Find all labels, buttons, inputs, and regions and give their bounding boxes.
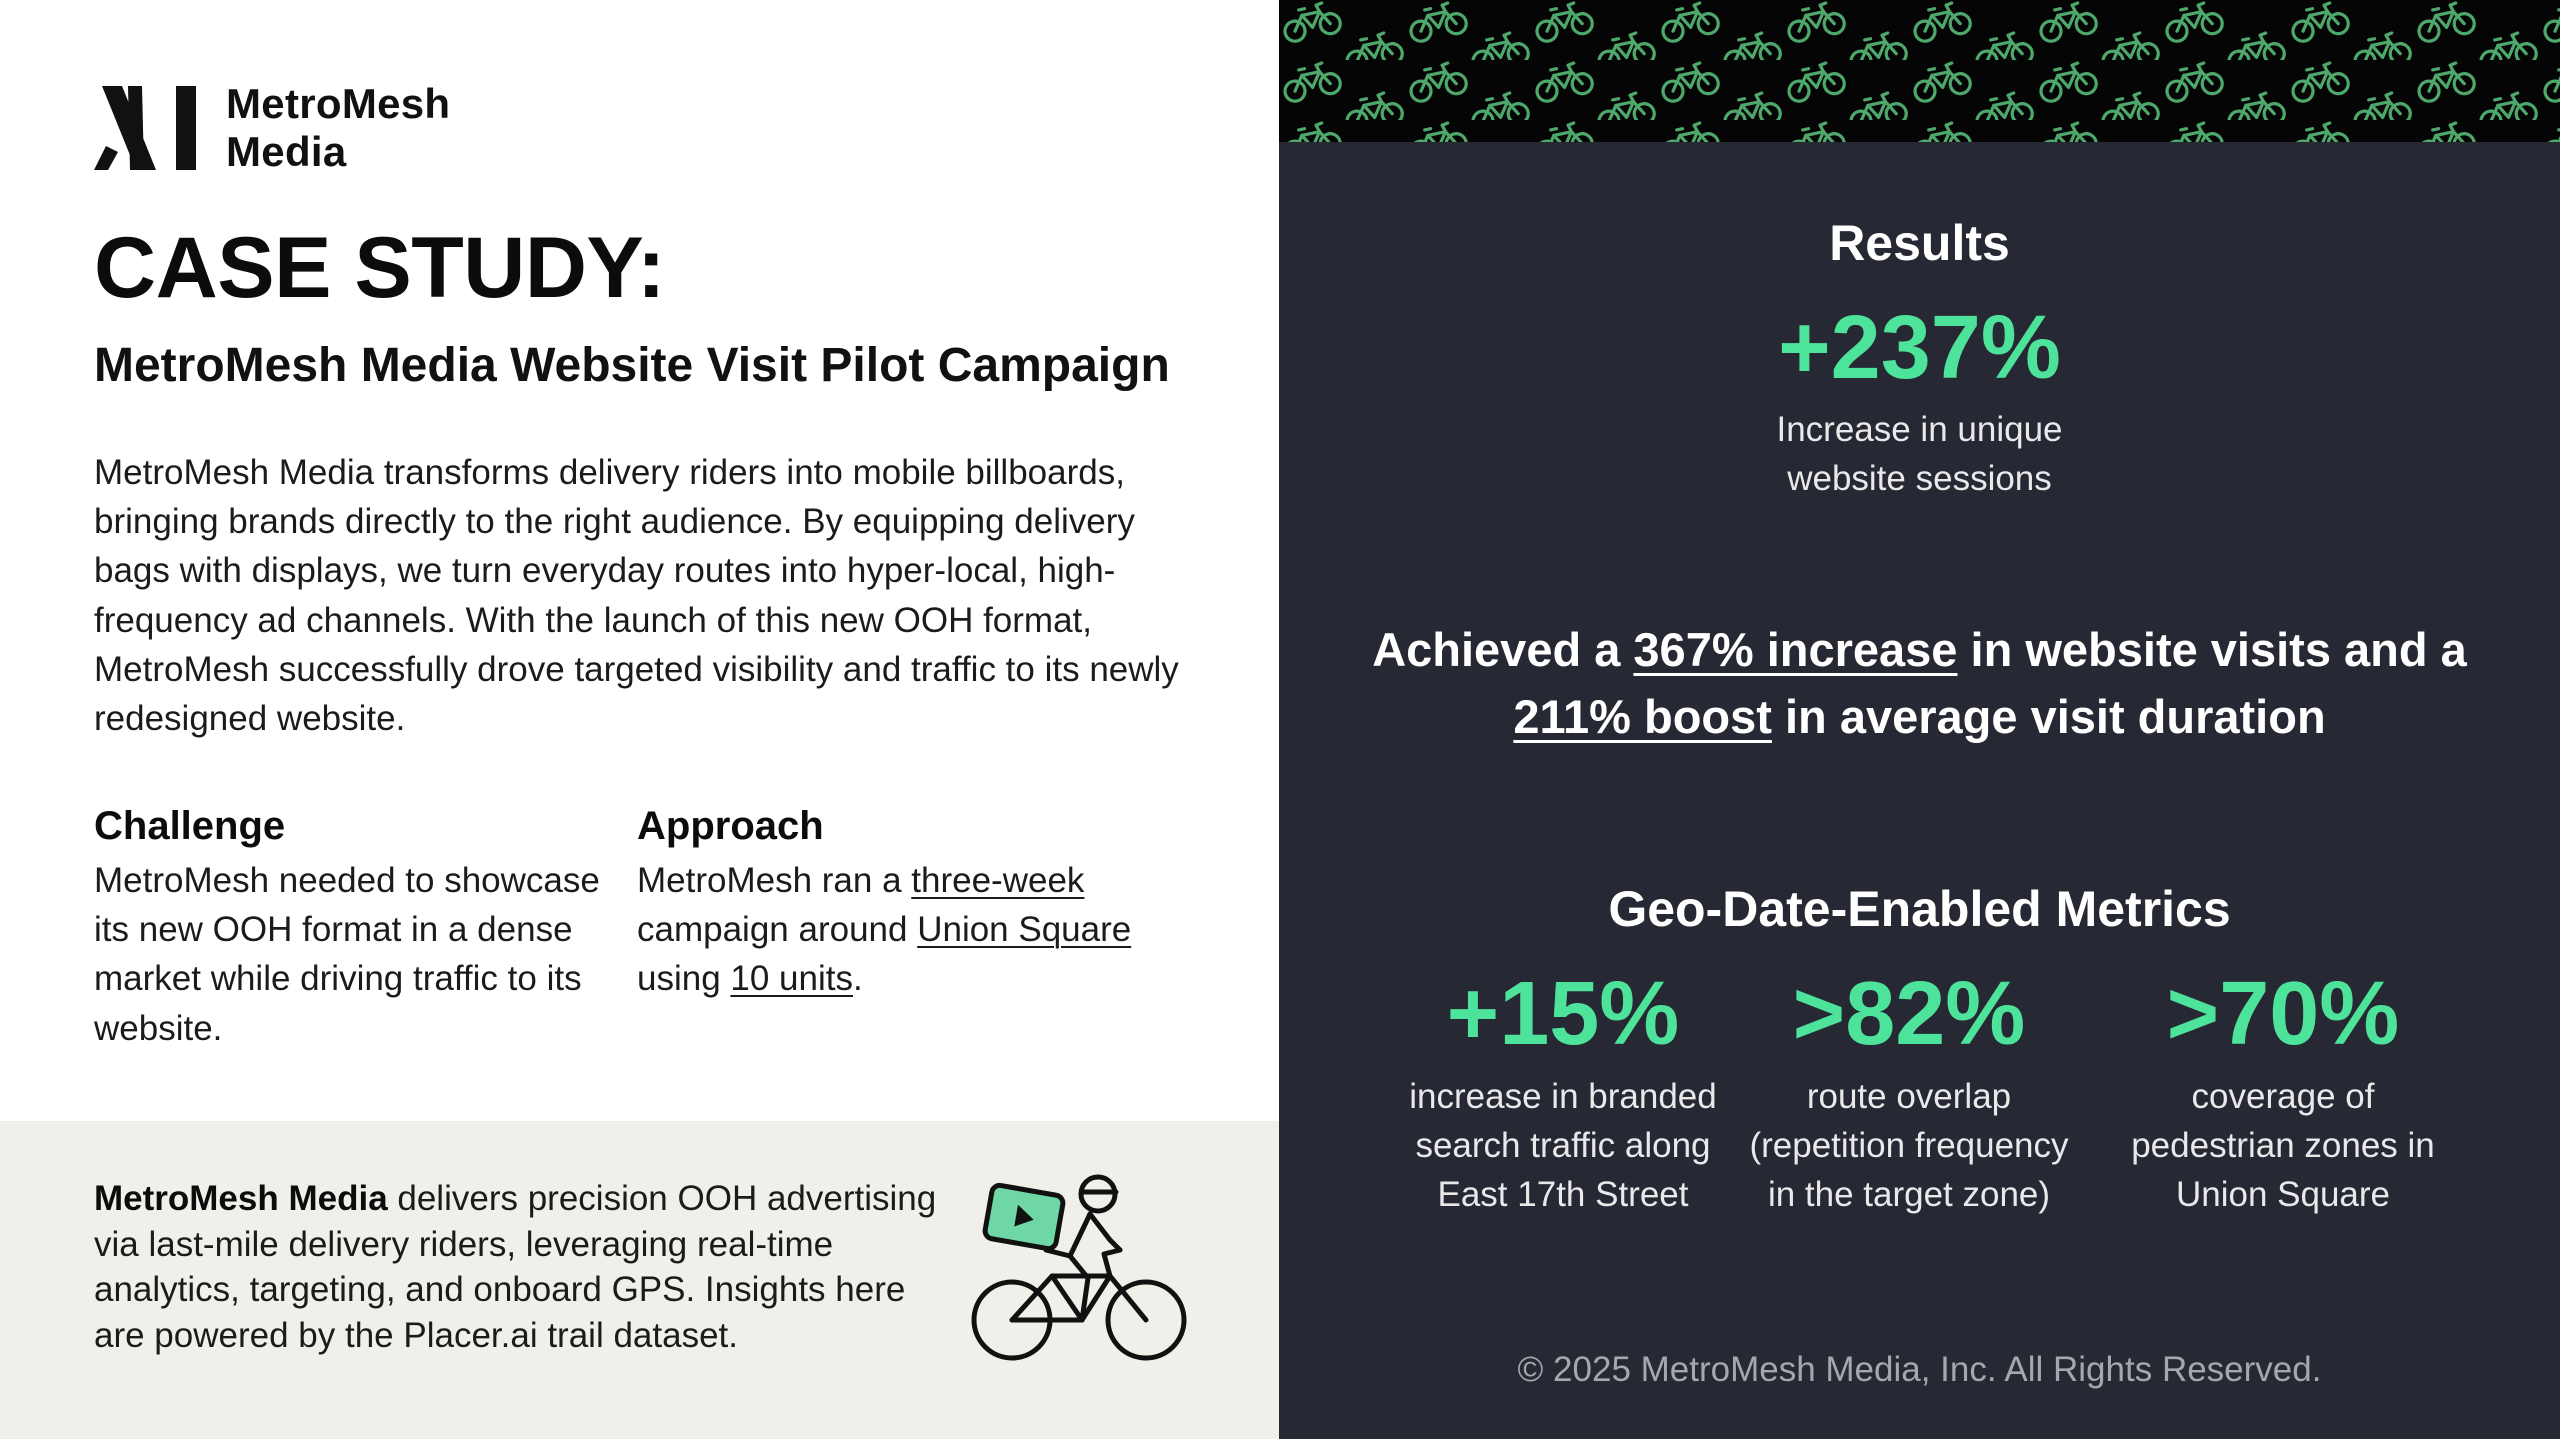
metric-label-line: Union Square	[2175, 1175, 2391, 1214]
intro-paragraph: MetroMesh Media transforms delivery riders into mobile billboards, bringing brands directly to the right audience. By equipping delivery bags with displays, we turn everyday routes into hyper-local, high-frequency ad channels. With the launch of this new OOH format, MetroMesh successfully drove targeted visibility and traffic to its newly redesigned website.	[94, 453, 1179, 739]
brand-name-line1: MetroMesh	[226, 80, 451, 127]
metric-value: >70%	[2166, 964, 2400, 1064]
brand-name-line2: Media	[226, 128, 347, 175]
results-big-label-line: website sessions	[1787, 459, 2052, 498]
approach-section	[637, 796, 1157, 1004]
approach-text-part: campaign around	[637, 910, 918, 950]
metric-label-line: in the target zone)	[1767, 1175, 2051, 1214]
achieved-text-part: Achieved a	[1372, 623, 1634, 676]
metric-label-line: (repetition frequency	[1749, 1126, 2069, 1165]
approach-text-part: .	[853, 959, 863, 999]
footer-text	[94, 1176, 964, 1358]
right-panel	[1279, 0, 2560, 1439]
approach-text	[637, 856, 1157, 1004]
results-big-label	[1279, 405, 2560, 503]
approach-text-part: using	[637, 959, 731, 999]
brand-name	[226, 80, 450, 176]
left-panel	[0, 0, 1279, 1439]
page-title: CASE STUDY:	[94, 220, 666, 316]
challenge-heading: Challenge	[94, 804, 286, 848]
metric-label	[2098, 1072, 2468, 1219]
boost-link[interactable]: 211% boost	[1513, 690, 1772, 743]
metric-label	[1724, 1072, 2094, 1219]
challenge-section	[94, 796, 614, 1053]
metric-label	[1378, 1072, 1748, 1219]
increase-link[interactable]: 367% increase	[1633, 623, 1958, 676]
achieved-line1	[1279, 616, 2560, 683]
ten-units-link[interactable]: 10 units	[730, 959, 853, 999]
three-week-link[interactable]: three-week	[911, 861, 1085, 900]
brand-logo	[94, 80, 450, 176]
achieved-text-part: in website visits and a	[1957, 623, 2467, 676]
challenge-text: MetroMesh needed to showcase its new OOH format in a dense market while driving traffic to its website.	[94, 861, 600, 1048]
approach-text-part: MetroMesh ran a	[637, 861, 912, 900]
footer-brand: MetroMesh Media	[94, 1179, 388, 1218]
delivery-rider-bicycle-icon	[970, 1170, 1190, 1370]
metric-branded-search	[1378, 962, 1748, 1219]
metric-label-line: route overlap	[1806, 1077, 2012, 1116]
results-big-value: +237%	[1778, 298, 2061, 398]
metric-pedestrian-coverage	[2098, 962, 2468, 1219]
footer-description: delivers precision OOH advertising via last-mile delivery riders, leveraging real-time analytics, targeting, and onboard GPS. Insights here are powered by the Placer.ai trail dataset.	[94, 1179, 937, 1355]
geo-metrics-heading: Geo-Date-Enabled Metrics	[1608, 881, 2231, 937]
results-heading: Results	[1829, 215, 2010, 271]
page-subtitle: MetroMesh Media Website Visit Pilot Campaign	[94, 339, 1170, 392]
achieved-line2	[1279, 683, 2560, 750]
metric-value: >82%	[1792, 964, 2026, 1064]
metric-label-line: pedestrian zones in	[2131, 1126, 2435, 1165]
bicycle-pattern-banner	[1279, 0, 2560, 142]
metromesh-m-logo-icon	[94, 86, 200, 170]
achieved-text-part: in average visit duration	[1771, 690, 2326, 743]
achieved-statement	[1279, 616, 2560, 750]
metric-label-line: East 17th Street	[1437, 1175, 1689, 1214]
bicycle-icon-pattern	[1279, 0, 2560, 142]
union-square-link[interactable]: Union Square	[917, 910, 1132, 950]
metric-label-line: coverage of	[2191, 1077, 2375, 1116]
metric-label-line: increase in branded	[1409, 1077, 1717, 1116]
approach-heading: Approach	[637, 804, 824, 848]
results-big-label-line: Increase in unique	[1776, 410, 2063, 449]
metric-label-line: search traffic along	[1415, 1126, 1711, 1165]
metric-route-overlap	[1724, 962, 2094, 1219]
metric-value: +15%	[1446, 964, 1680, 1064]
copyright-notice: © 2025 MetroMesh Media, Inc. All Rights Reserved.	[1517, 1350, 2322, 1389]
